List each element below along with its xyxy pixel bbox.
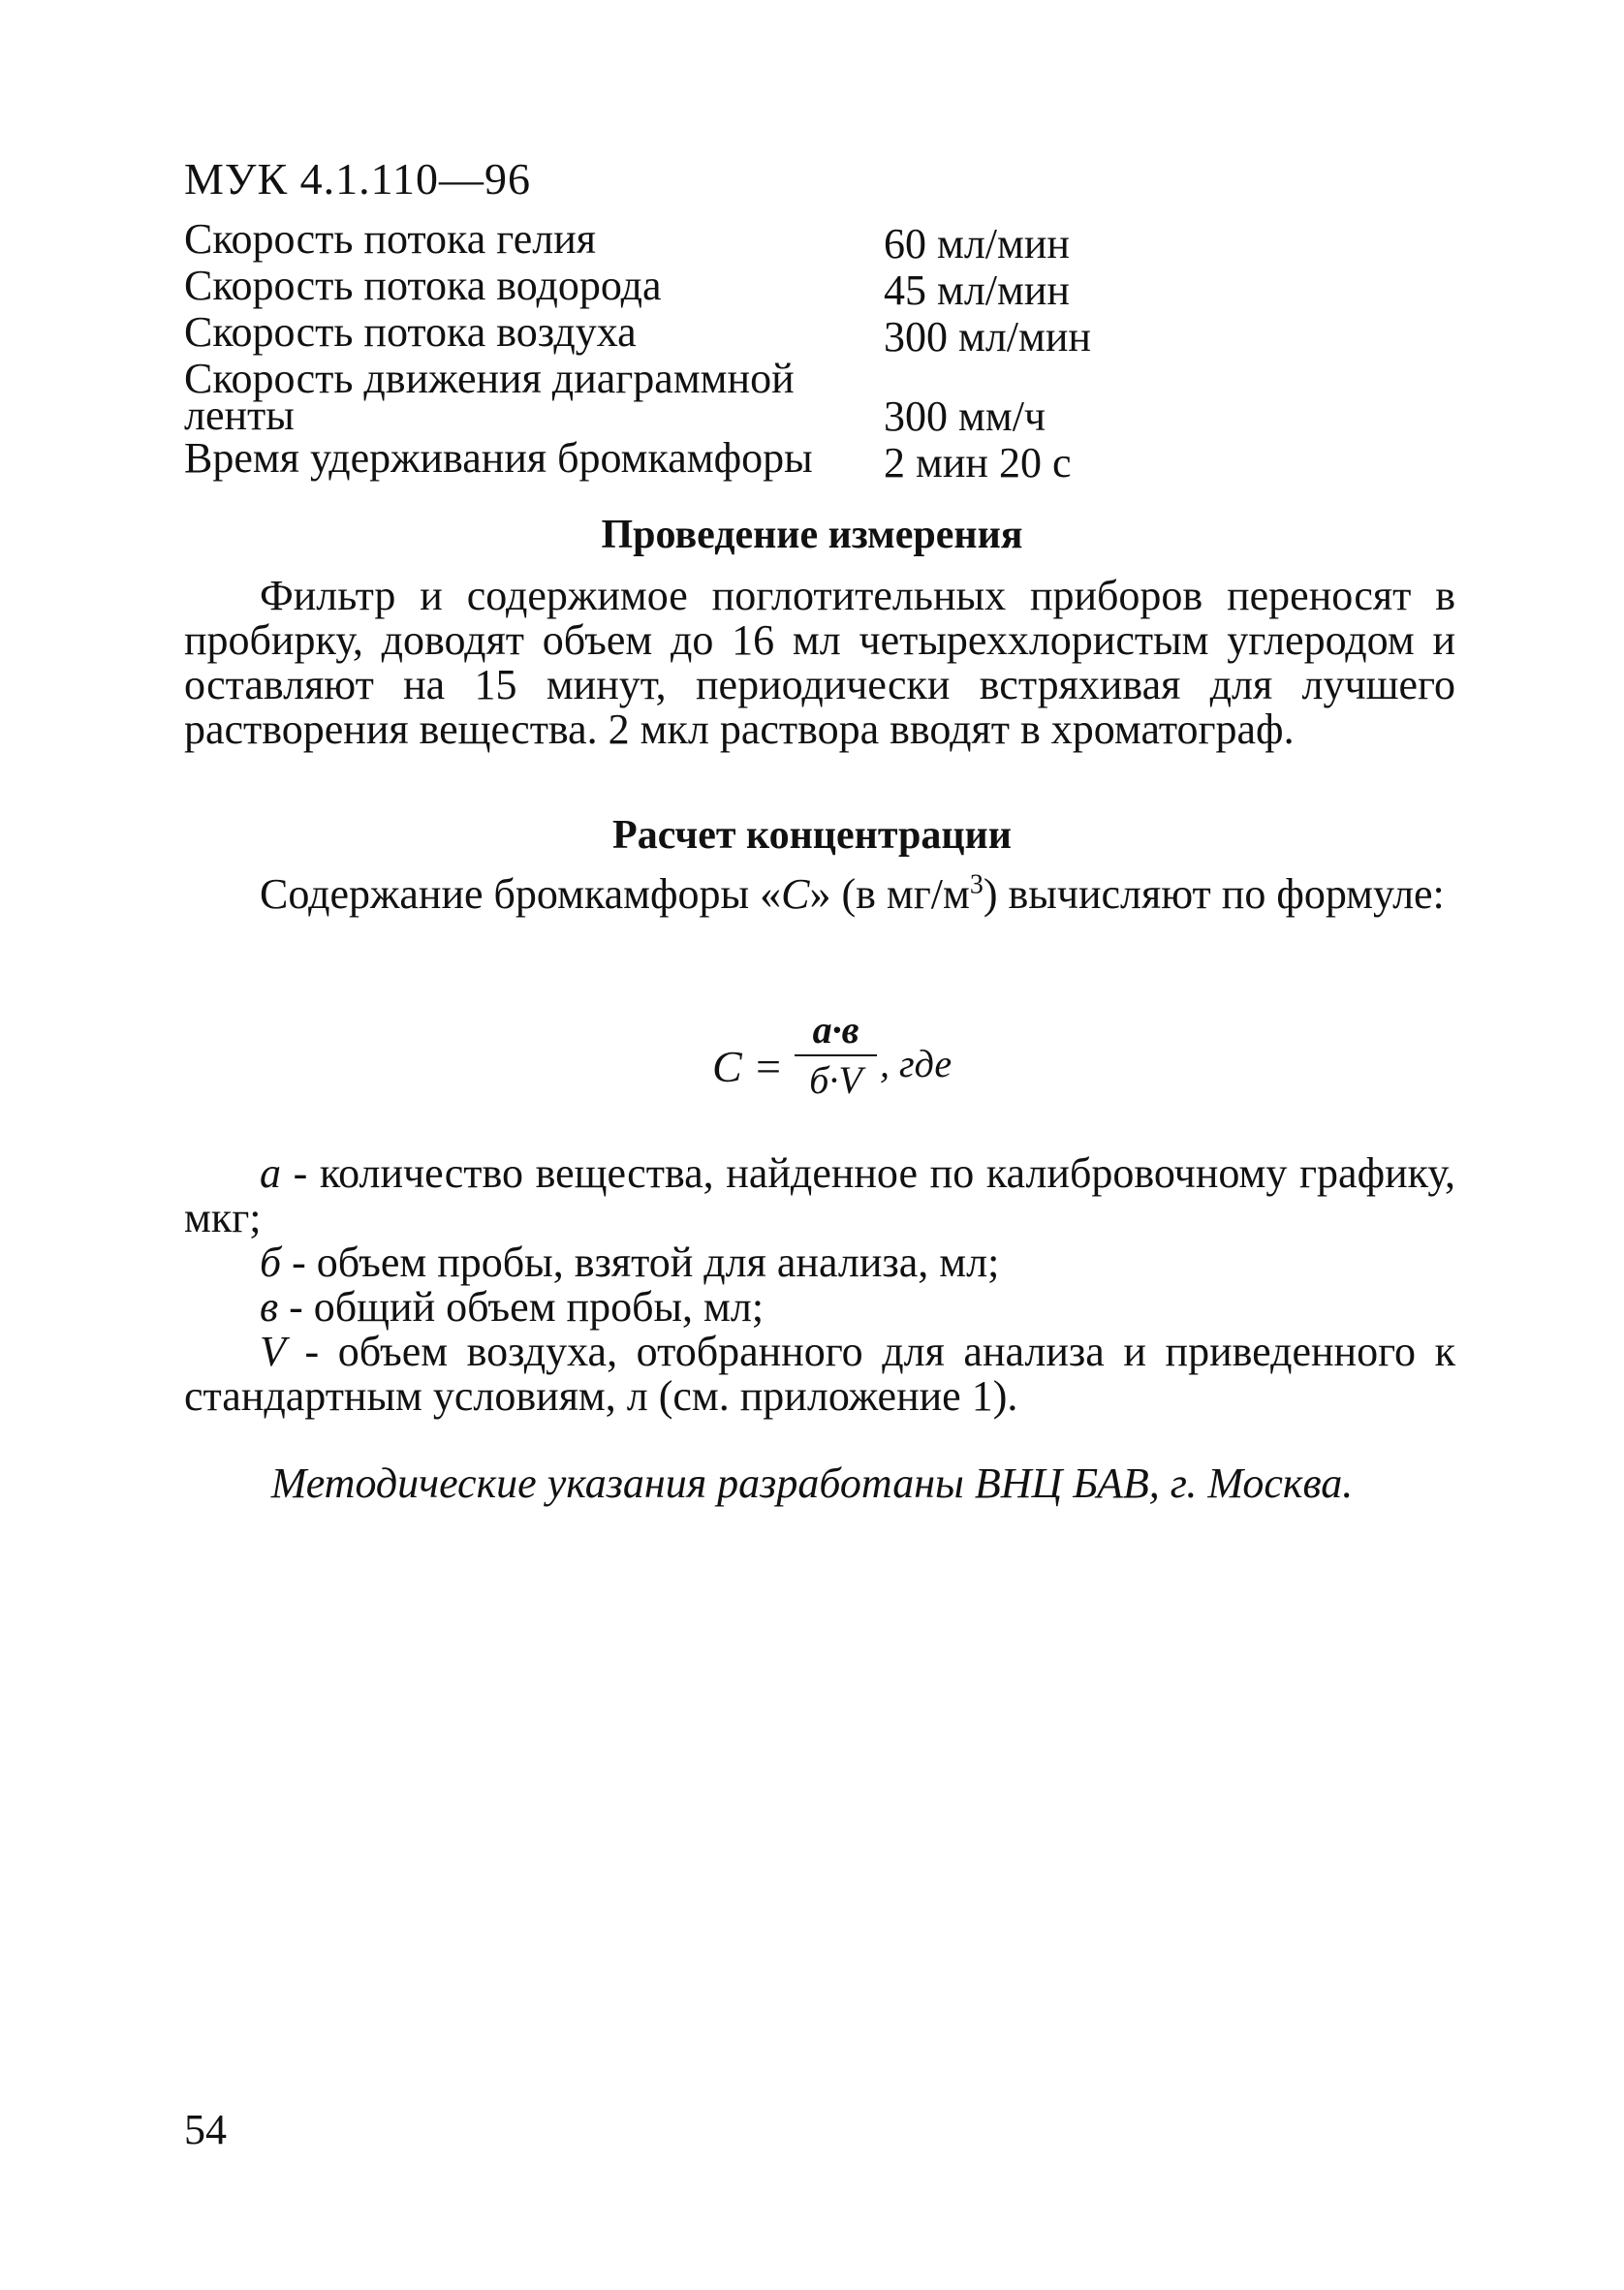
parameter-name: Скорость потока водорода	[184, 262, 662, 309]
parameter-row	[184, 262, 1250, 314]
parameter-row	[184, 215, 1250, 267]
calculation-paragraph	[184, 869, 1455, 918]
parameter-row	[184, 355, 1250, 440]
definition-text: - объем воздуха, отобранного для анализа и приведенного к стандартным условиям, л (см. приложение 1).	[184, 1328, 1455, 1420]
formula-lhs: С =	[712, 1042, 784, 1091]
parameter-name: Время удерживания бромкамфоры	[184, 434, 813, 482]
calculation-title: Расчет концентрации	[612, 813, 1012, 858]
definition-text: - количество вещества, найденное по калибровочному графику, мкг;	[184, 1149, 1455, 1241]
parameter-value: 2 мин 20 с	[884, 439, 1072, 486]
document-code: МУК 4.1.110—96	[184, 154, 531, 204]
definition-symbol: б	[260, 1239, 282, 1286]
definition-item	[184, 1240, 1455, 1285]
definition-item	[184, 1151, 1455, 1240]
formula-numerator: а·в	[812, 1008, 859, 1051]
parameter-value: 300 мл/мин	[884, 313, 1091, 361]
page-number: 54	[184, 2106, 227, 2153]
calculation-text-mid: » (в мг/м	[809, 870, 970, 918]
parameter-value: 60 мл/мин	[884, 220, 1070, 267]
parameter-value: 45 мл/мин	[884, 267, 1070, 314]
parameter-row	[184, 434, 1250, 486]
definition-text: - объем пробы, взятой для анализа, мл;	[281, 1239, 1000, 1286]
definition-symbol: а	[260, 1149, 281, 1197]
parameter-row	[184, 308, 1250, 361]
definition-item	[184, 1330, 1455, 1419]
calculation-text-after: ) вычисляют по формуле:	[983, 870, 1445, 918]
measurement-paragraph: Фильтр и содержимое поглотительных приборов переносят в пробирку, доводят объем до 16 мл четыреххлористым углеродом и оставляют на 15 минут, периодически встряхивая для лучшего растворения вещества. 2 мкл раствора вводят в хроматограф.	[184, 572, 1455, 753]
formula-denominator: б·V	[809, 1058, 862, 1102]
definition-symbol: в	[260, 1283, 279, 1331]
parameter-name: Скорость потока гелия	[184, 215, 597, 263]
parameter-value: 300 мм/ч	[884, 392, 1046, 440]
parameter-name: Скорость потока воздуха	[184, 308, 637, 356]
parameters-table	[184, 215, 1250, 486]
definition-text: - общий объем пробы, мл;	[278, 1283, 765, 1331]
formula-fraction	[795, 1008, 877, 1103]
parameter-name: Скорость движения диаграммной ленты	[184, 355, 795, 439]
authorship-note: Методические указания разработаны ВНЦ БАВ, г. Москва.	[270, 1459, 1354, 1507]
concentration-formula	[0, 1008, 1624, 1124]
formula-tail: , где	[880, 1042, 953, 1085]
definition-item	[184, 1285, 1455, 1330]
calculation-symbol: С	[781, 870, 810, 918]
calculation-superscript: 3	[969, 869, 984, 900]
definitions-list	[184, 1151, 1455, 1419]
formula-fraction-bar	[795, 1054, 877, 1056]
definition-symbol: V	[260, 1328, 286, 1375]
calculation-text-before: Содержание бромкамфоры «	[260, 870, 782, 918]
measurement-title: Проведение измерения	[601, 513, 1023, 557]
